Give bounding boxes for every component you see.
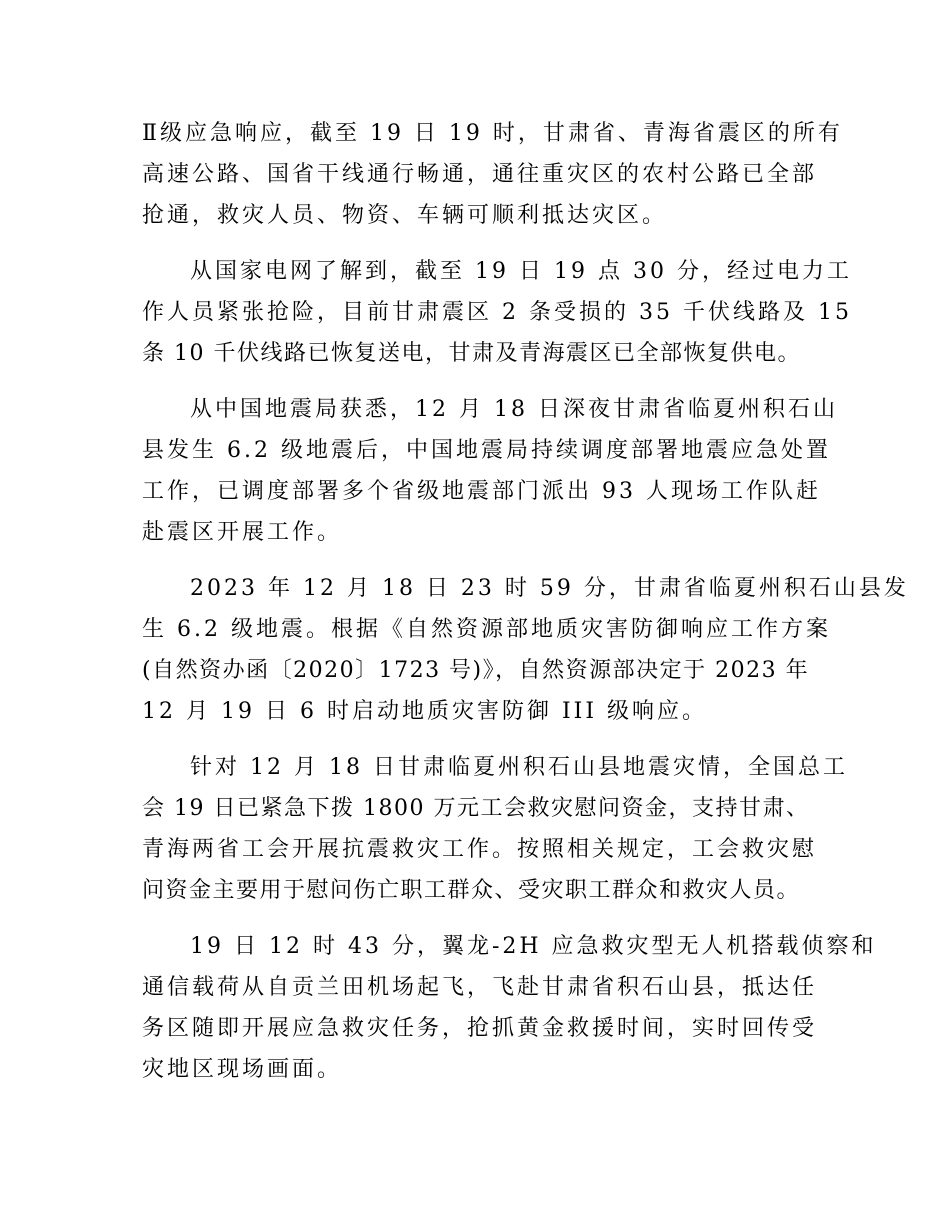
paragraph [142,747,848,911]
text-line: 针对 12 月 18 日甘肃临夏州积石山县地震灾情，全国总工 [190,755,848,780]
text-line: 抢通，救灾人员、物资、车辆可顺利抵达灾区。 [142,203,668,228]
paragraph [142,113,843,236]
text-line: 会 19 日已紧急下拨 1800 万元工会救灾慰问资金，支持甘肃、 [142,796,810,821]
paragraph [142,251,852,374]
text-line: 问资金主要用于慰问伤亡职工群众、受灾职工群众和救灾人员。 [142,878,801,903]
text-line: 务区随即开展应急救灾任务，抢抓黄金救援时间，实时回传受 [142,1016,818,1041]
text-line: 生 6.2 级地震。根据《自然资源部地质灾害防御响应工作方案 [142,617,831,642]
text-line: 从中国地震局获悉，12 月 18 日深夜甘肃省临夏州积石山 [190,397,838,422]
text-line: 灾地区现场画面。 [142,1057,343,1082]
paragraph [142,568,909,732]
text-line: 条 10 千伏线路已恢复送电，甘肃及青海震区已全部恢复供电。 [142,341,801,366]
text-line: 从国家电网了解到，截至 19 日 19 点 30 分，经过电力工 [190,259,852,284]
paragraph [142,389,838,553]
text-line: (自然资办函〔2020〕1723 号)》，自然资源部决定于 2023 年 [142,658,810,683]
text-line: 通信载荷从自贡兰田机场起飞，飞赴甘肃省积石山县，抵达任 [142,975,818,1000]
text-line: 2023 年 12 月 18 日 23 时 59 分，甘肃省临夏州积石山县发 [190,576,909,601]
text-line: 19 日 12 时 43 分，翼龙-2H 应急救灾型无人机搭载侦察和 [190,934,877,959]
text-line: 作人员紧张抢险，目前甘肃震区 2 条受损的 35 千伏线路及 15 [142,300,852,325]
document-body [142,113,909,1090]
paragraph [142,926,877,1090]
text-line: 赴震区开展工作。 [142,520,343,545]
text-line: 工作，已调度部署多个省级地震部门派出 93 人现场工作队赶 [142,479,821,504]
text-line: Ⅱ级应急响应，截至 19 日 19 时，甘肃省、青海省震区的所有 [142,121,843,146]
text-line: 12 月 19 日 6 时启动地质灾害防御 III 级响应。 [142,699,708,724]
text-line: 高速公路、国省干线通行畅通，通往重灾区的农村公路已全部 [142,162,818,187]
text-line: 青海两省工会开展抗震救灾工作。按照相关规定，工会救灾慰 [142,837,818,862]
text-line: 县发生 6.2 级地震后，中国地震局持续调度部署地震应急处置 [142,438,831,463]
